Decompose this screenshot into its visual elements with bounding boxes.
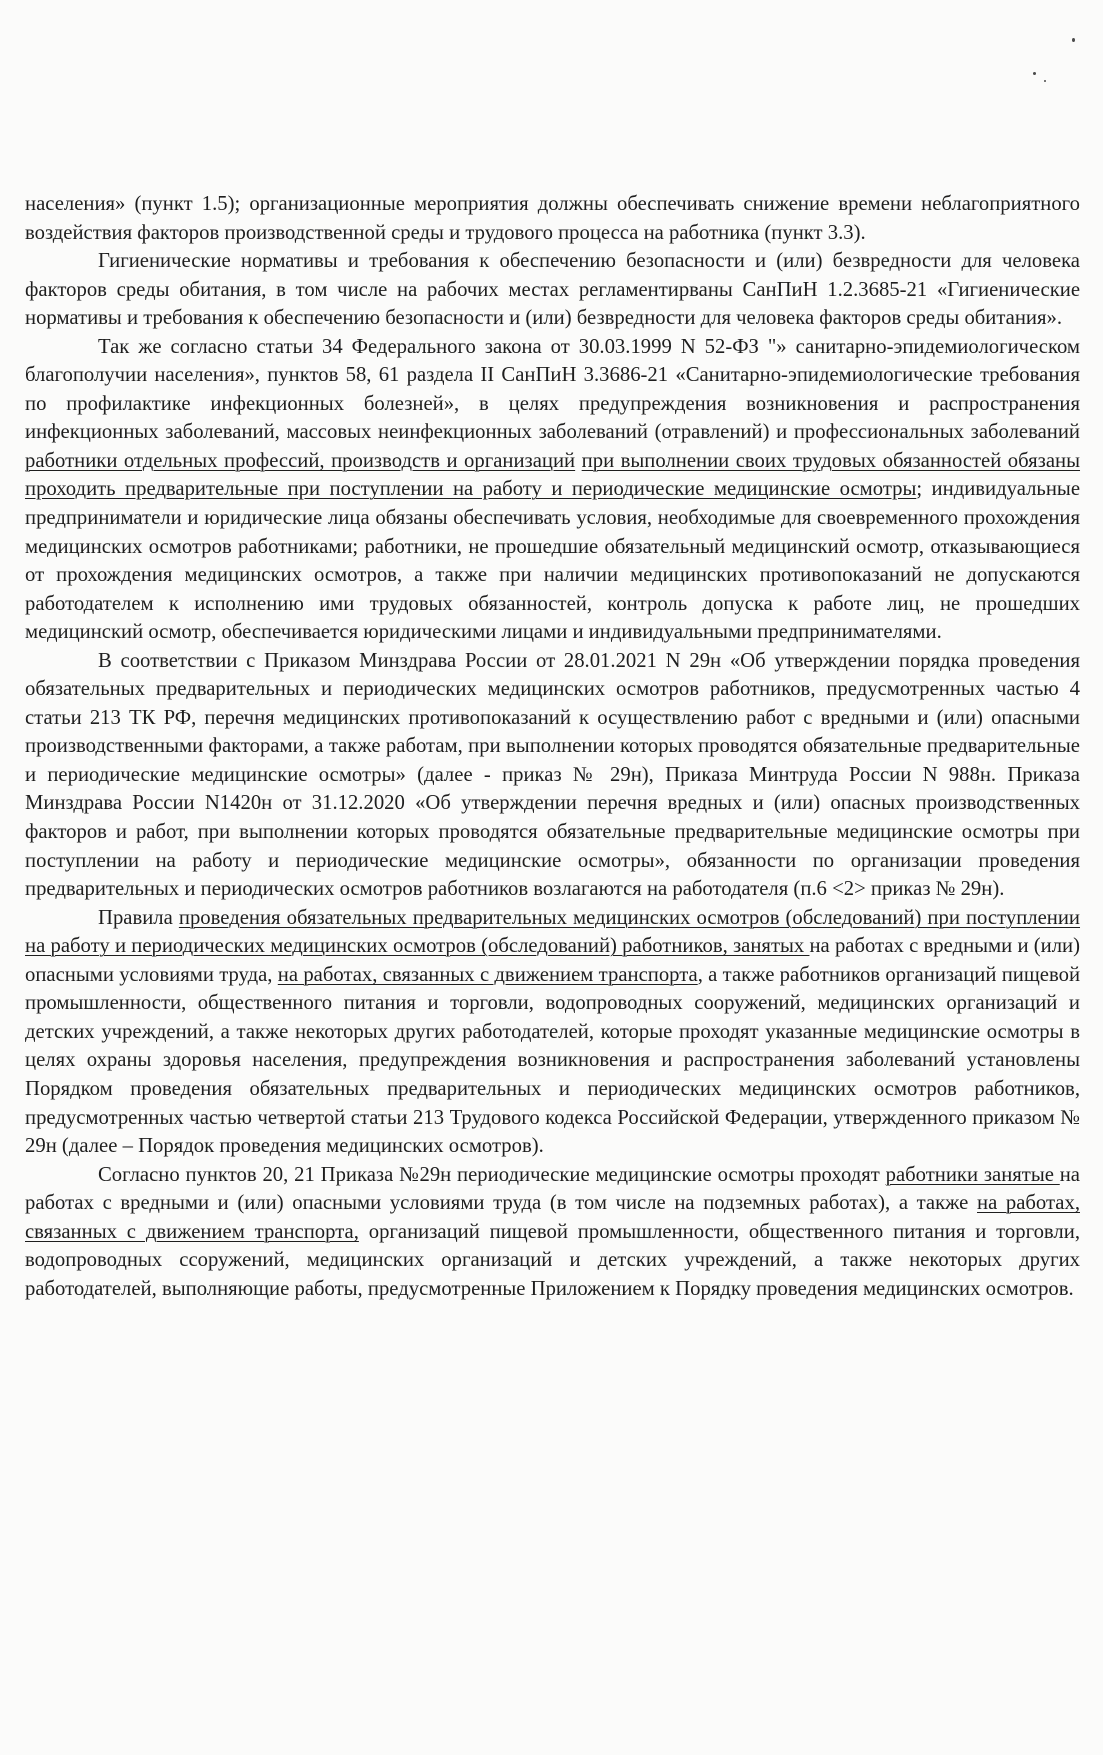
paragraph-continuation	[25, 190, 1080, 247]
text-segment: ; индивидуальные предприниматели и юридические лица обязаны обеспечивать условия, необходимые для своевременного прохождения медицинских осмотров работниками; работники, не прошедшие обязательный медицинский осмотр, отказывающиеся от прохождения медицинских осмотров, а также при наличии медицинских противопоказаний не допускаются работодателем к исполнению ими трудовых обязанностей, контроль допуска к работе лиц, не прошедших медицинский осмотр, обеспечивается юридическими лицами и индивидуальными предпринимателями.	[25, 478, 1080, 644]
paragraph-federal-law	[25, 333, 1080, 647]
underlined-text-segment: на работах, связанных с движением транспорта,	[25, 1192, 1080, 1243]
text-segment: Согласно пунктов 20, 21 Приказа №29н периодические медицинские осмотры проходят	[98, 1163, 886, 1186]
text-segment: организаций пищевой промышленности, общественного питания и торговли, водопроводных ссоружений, медицинских организаций и детских учреждений, а также некоторых других работодателей, выполняющие работы, предусмотренные Приложением к Порядку проведения медицинских осмотров.	[25, 1220, 1080, 1300]
scan-speck	[1072, 38, 1075, 42]
underlined-text-segment: работники занятые	[885, 1163, 1060, 1186]
scan-speck	[1044, 80, 1046, 82]
text-segment: Гигиенические нормативы и требования к обеспечению безопасности и (или) безвредности для человека факторов среды обитания, в том числе на рабочих местах регламентирваны СанПиН 1.2.3685-21 «Гигиенические нормативы и требования к обеспечению безопасности и (или) безвредности для человека факторов среды обитания».	[25, 250, 1080, 330]
paragraph-ministry-order	[25, 647, 1080, 904]
paragraph-rules	[25, 904, 1080, 1161]
text-segment: , а также работников организаций пищевой промышленности, общественного питания и торговли, водопроводных сооружений, медицинских организаций и детских учреждений, а также некоторых других работодателей, которые проходят указанные медицинские осмотры в целях охраны здоровья населения, предупреждения возникновения и распространения заболеваний установлены Порядком проведения обязательных предварительных и периодических медицинских осмотров работников, предусмотренных частью четвертой статьи 213 Трудового кодекса Российской Федерации, утвержденного приказом № 29н (далее – Порядок проведения медицинских осмотров).	[25, 963, 1081, 1158]
text-segment: Так же согласно статьи 34 Федерального закона от 30.03.1999 N 52-ФЗ "» санитарно-эпидемиологическом благополучии населения», пунктов 58, 61 раздела II СанПиН 3.3686-21 «Санитарно-эпидемиологические требования по профилактике инфекционных болезней», в целях предупреждения возникновения и распространения инфекционных заболеваний, массовых неинфекционных заболеваний (отравлений) и профессиональных заболеваний	[25, 335, 1080, 444]
document-body	[25, 190, 1080, 1303]
text-segment: на работах с вредными и (или) опасными условиями труда,	[25, 935, 1081, 986]
underlined-text-segment: на работах, связанных с движением транспорта	[277, 963, 698, 986]
text-segment: Правила	[98, 906, 179, 929]
text-segment: В соответствии с Приказом Минздрава России от 28.01.2021 N 29н «Об утверждении порядка проведения обязательных предварительных и периодических медицинских осмотров работников, предусмотренных частью 4 статьи 213 ТК РФ, перечня медицинских противопоказаний к осуществлению работ с вредными и (или) опасными производственными факторами, а также работам, при выполнении которых проводятся обязательные предварительные и периодические медицинские осмотры» (далее - приказ № 29н), Приказа Минтруда России N 988н. Приказа Минздрава России N1420н от 31.12.2020 «Об утверждении перечня вредных и (или) опасных производственных факторов и работ, при выполнении которых проводятся обязательные предварительные медицинские осмотры при поступлении на работу и периодические медицинские осмотры», обязанности по организации проведения предварительных и периодических осмотров работников возлагаются на работодателя (п.6 <2> приказ № 29н).	[25, 649, 1080, 901]
scan-speck	[1033, 72, 1036, 75]
text-segment: на работах с вредными и (или) опасными условиями труда (в том числе на подземных работах), а также	[25, 1163, 1080, 1215]
underlined-text-segment: проведения обязательных предварительных медицинских осмотров (обследований) при поступлении на работу и периодических медицинских осмотров (обследований) работников, занятых	[25, 906, 1081, 958]
paragraph-periodic-exams	[25, 1161, 1080, 1304]
underlined-text-segment: при выполнении своих трудовых обязанностей обязаны проходить предварительные при поступлении на работу и периодические медицинские осмотры	[25, 449, 1081, 501]
paragraph-hygiene-standards	[25, 247, 1080, 333]
underlined-text-segment: работники отдельных профессий, производств и организаций	[25, 449, 576, 472]
text-segment: населения» (пункт 1.5); организационные мероприятия должны обеспечивать снижение времени неблагоприятного воздействия факторов производственной среды и трудового процесса на работника (пункт 3.3).	[25, 193, 1080, 244]
